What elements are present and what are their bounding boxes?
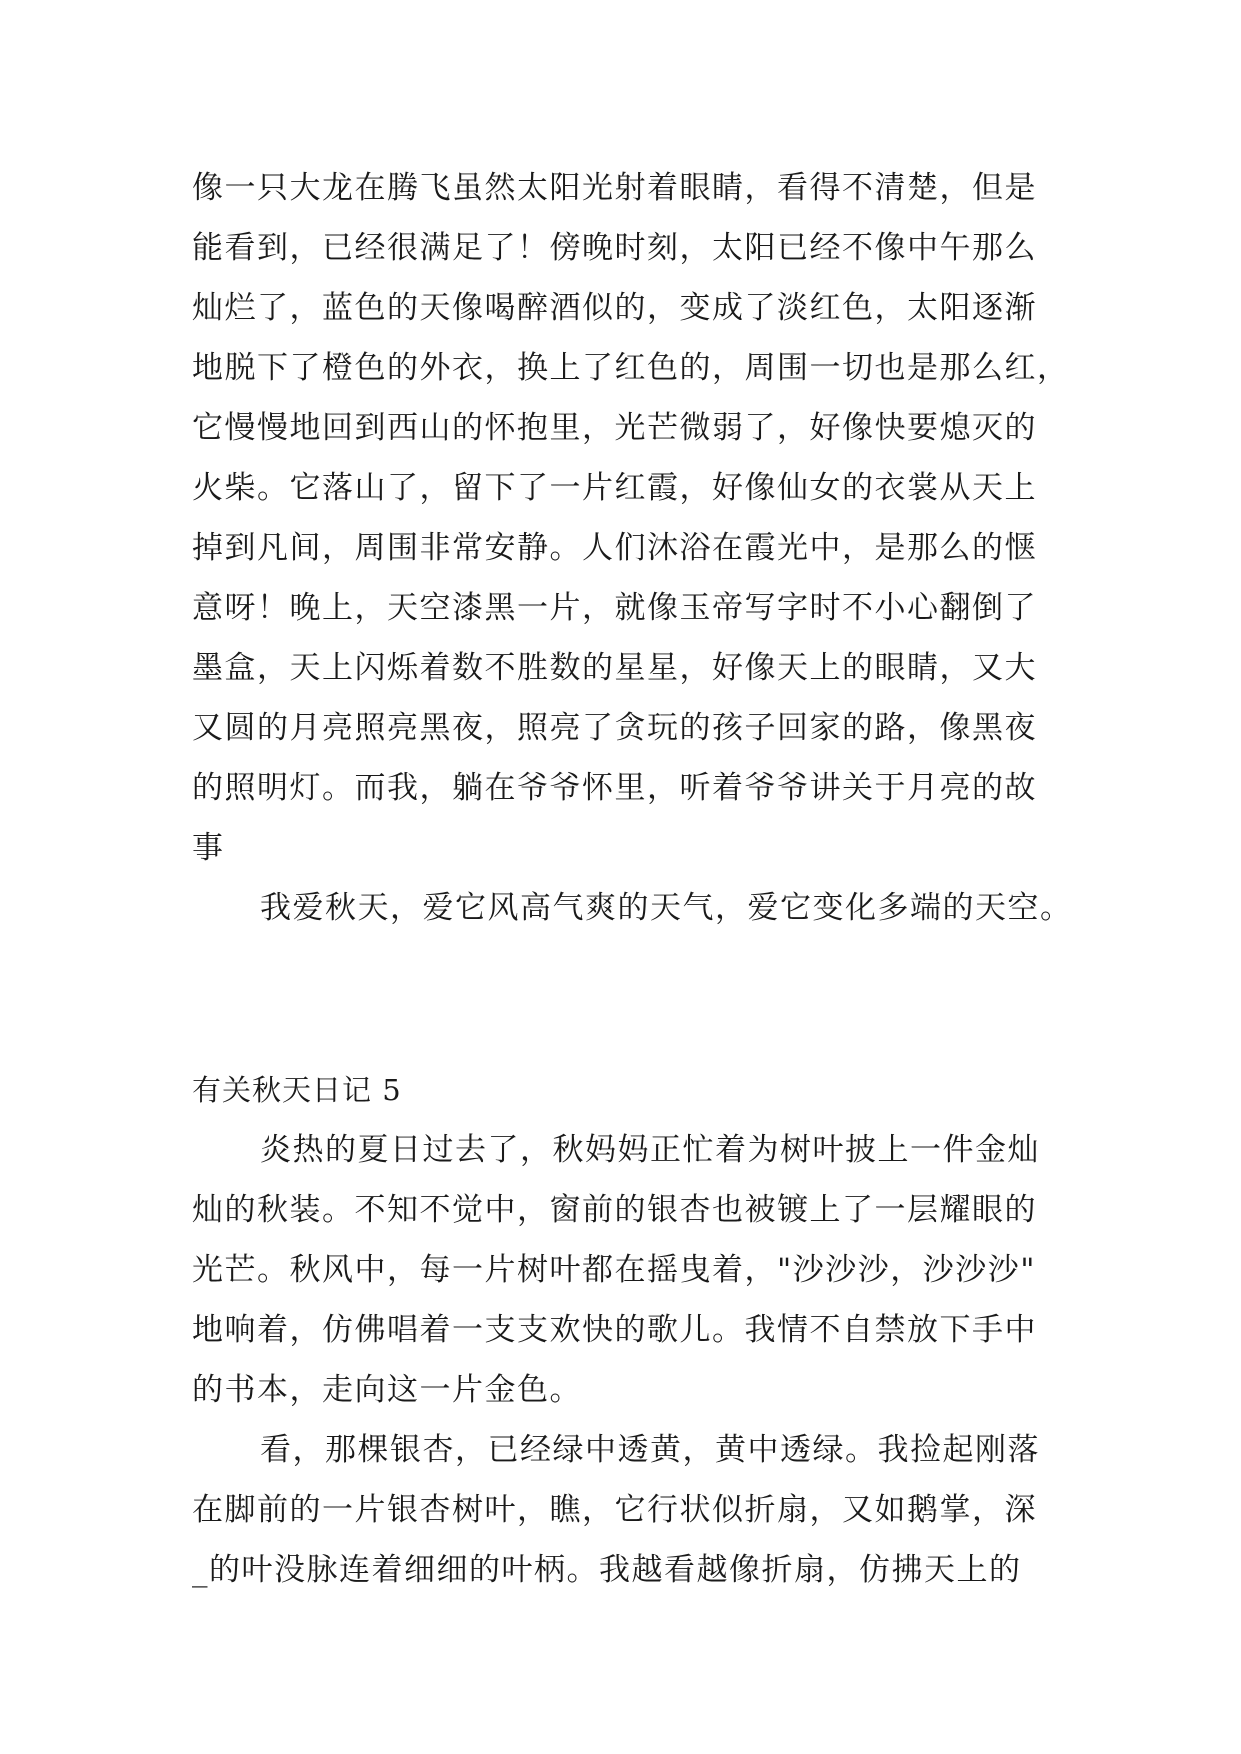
- text-line: 我爱秋天，爱它风高气爽的天气，爱它变化多端的天空。: [260, 890, 1073, 926]
- text-line: 墨盒，天上闪烁着数不胜数的星星，好像天上的眼睛，又大: [192, 650, 1037, 686]
- section-spacer: [192, 938, 1052, 1060]
- text-line: _的叶没脉连着细细的叶柄。我越看越像折扇，仿拂天上的: [192, 1552, 1022, 1588]
- text-line: 地响着，仿佛唱着一支支欢快的歌儿。我情不自禁放下手中: [192, 1312, 1037, 1348]
- text-line: 地脱下了橙色的外衣，换上了红色的，周围一切也是那么红，: [192, 350, 1070, 386]
- text-line: 像一只大龙在腾飞虽然太阳光射着眼睛，看得不清楚，但是: [192, 170, 1037, 206]
- document-body: [192, 158, 1073, 1600]
- paragraph-1: [192, 158, 1070, 878]
- text-line: 事: [192, 830, 225, 866]
- text-line: 在脚前的一片银杏树叶，瞧，它行状似折扇，又如鹅掌，深: [192, 1492, 1037, 1528]
- text-line: 看，那棵银杏，已经绿中透黄，黄中透绿。我捡起刚落: [260, 1432, 1040, 1468]
- text-line: 又圆的月亮照亮黑夜，照亮了贪玩的孩子回家的路，像黑夜: [192, 710, 1037, 746]
- text-line: 灿烂了，蓝色的天像喝醉酒似的，变成了淡红色，太阳逐渐: [192, 290, 1037, 326]
- text-line: 的书本，走向这一片金色。: [192, 1372, 582, 1408]
- paragraph-4: [192, 1420, 1052, 1600]
- paragraph-2: [192, 878, 1073, 938]
- section-heading: 有关秋天日记 5: [192, 1073, 402, 1107]
- text-line: 火柴。它落山了，留下了一片红霞，好像仙女的衣裳从天上: [192, 470, 1037, 506]
- text-line: 它慢慢地回到西山的怀抱里，光芒微弱了，好像快要熄灭的: [192, 410, 1037, 446]
- text-line: 炎热的夏日过去了，秋妈妈正忙着为树叶披上一件金灿: [260, 1132, 1040, 1168]
- text-line: 能看到，已经很满足了！傍晚时刻，太阳已经不像中午那么: [192, 230, 1037, 266]
- text-line: 意呀！晚上，天空漆黑一片，就像玉帝写字时不小心翻倒了: [192, 590, 1037, 626]
- text-line: 光芒。秋风中，每一片树叶都在摇曳着，"沙沙沙，沙沙沙": [192, 1252, 1037, 1288]
- text-line: 掉到凡间，周围非常安静。人们沐浴在霞光中，是那么的惬: [192, 530, 1037, 566]
- text-line: 灿的秋装。不知不觉中，窗前的银杏也被镀上了一层耀眼的: [192, 1192, 1037, 1228]
- text-line: 的照明灯。而我，躺在爷爷怀里，听着爷爷讲关于月亮的故: [192, 770, 1037, 806]
- paragraph-3: [192, 1120, 1052, 1420]
